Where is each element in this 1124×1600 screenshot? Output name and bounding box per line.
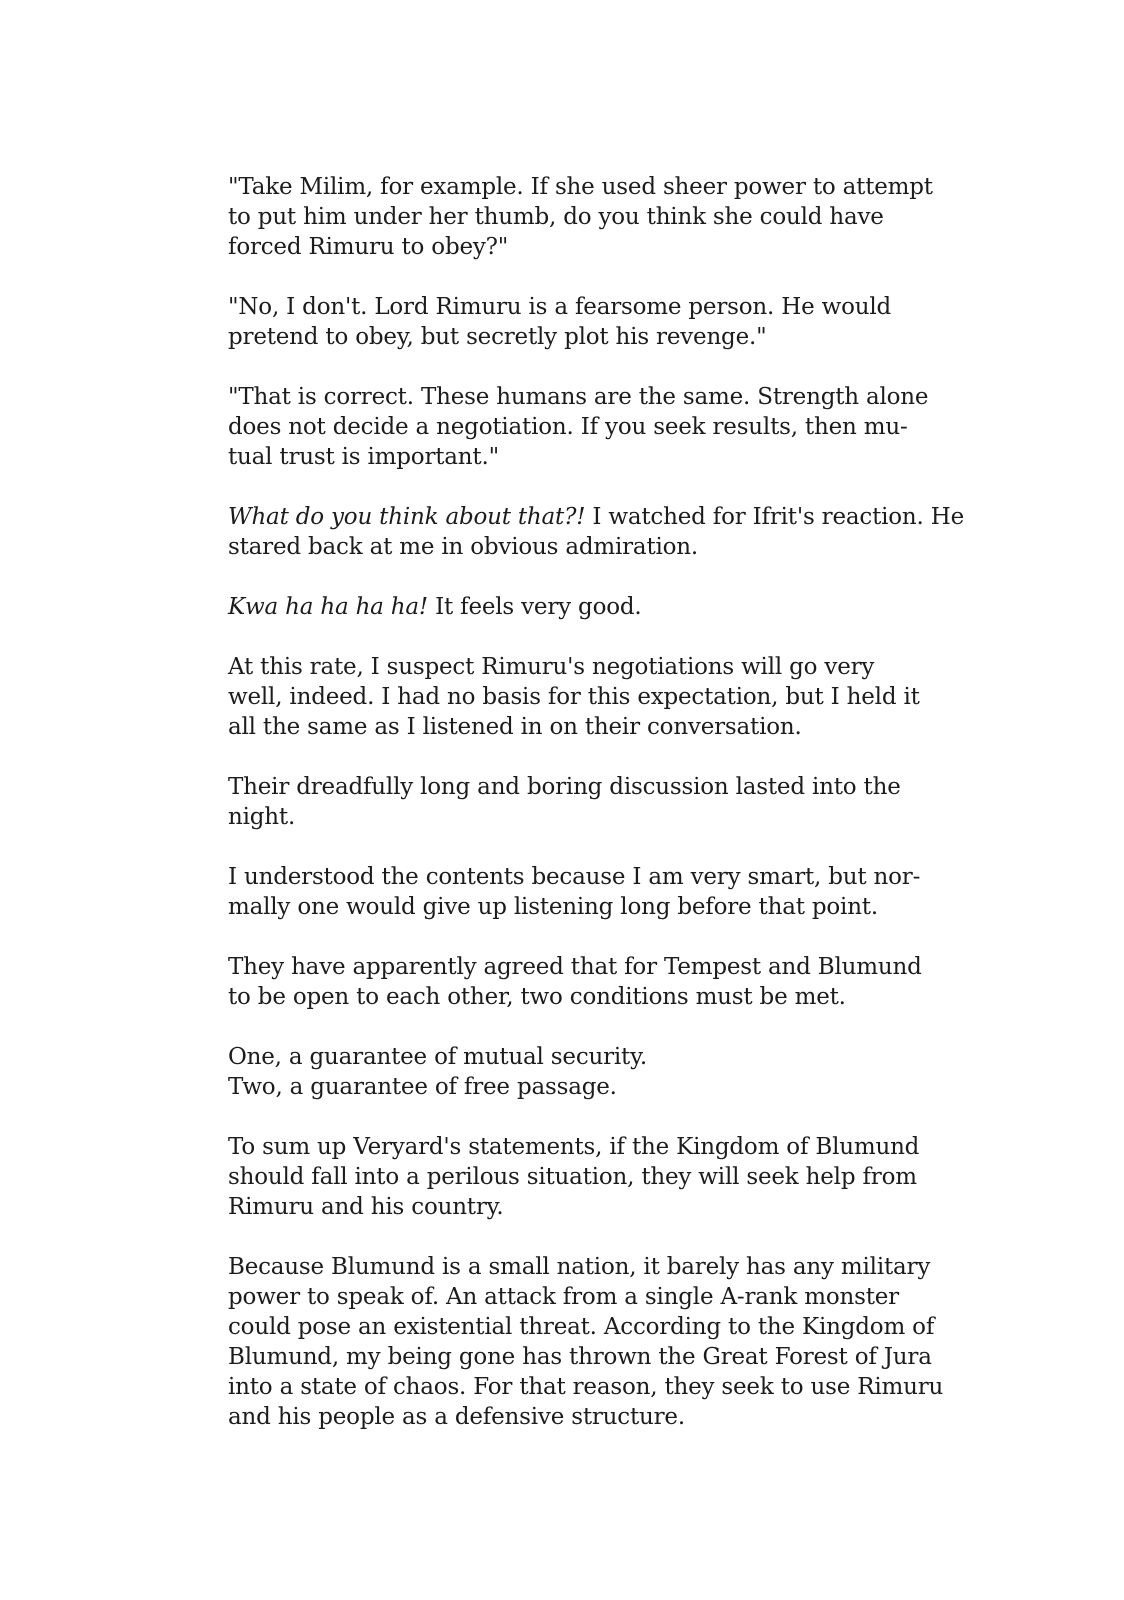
text-line: Blumund, my being gone has thrown the Great Forest of Jura [228,1344,932,1370]
paragraph-3 [228,382,929,472]
text-line: could pose an existential threat. According to the Kingdom of [228,1314,935,1340]
paragraph-7 [228,772,900,832]
book-page [228,172,965,1462]
text-run: It feels very good. [427,594,642,620]
paragraph-11 [228,1132,920,1222]
text-line: stared back at me in obvious admiration. [228,534,699,560]
text-line: does not decide a negotiation. If you seek results, then mu- [228,414,908,440]
text-line: At this rate, I suspect Rimuru's negotiations will go very [228,654,875,680]
text-line: into a state of chaos. For that reason, they seek to use Rimuru [228,1374,944,1400]
text-line: mally one would give up listening long before that point. [228,894,878,920]
paragraph-10 [228,1042,900,1102]
text-line: forced Rimuru to obey?" [228,234,509,260]
text-line: should fall into a perilous situation, they will seek help from [228,1164,917,1190]
text-line: well, indeed. I had no basis for this expectation, but I held it [228,684,920,710]
text-line [228,592,900,622]
text-line: to put him under her thumb, do you think she could have [228,204,884,230]
paragraph-6 [228,652,920,742]
text-line: pretend to obey, but secretly plot his revenge." [228,324,767,350]
text-line [228,502,965,532]
text-line: They have apparently agreed that for Tempest and Blumund [228,954,922,980]
paragraph-8 [228,862,921,922]
text-run: I watched for Ifrit's reaction. He [585,504,965,530]
text-line: Two, a guarantee of free passage. [228,1074,617,1100]
paragraph-9 [228,952,922,1012]
text-line: I understood the contents because I am very smart, but nor- [228,864,921,890]
italic-laugh: Kwa ha ha ha ha! [228,594,428,620]
paragraph-1 [228,172,933,262]
text-line: tual trust is important." [228,444,499,470]
paragraph-5 [228,592,900,622]
text-line: To sum up Veryard's statements, if the Kingdom of Blumund [228,1134,920,1160]
text-line: Rimuru and his country. [228,1194,504,1220]
text-line: "Take Milim, for example. If she used sheer power to attempt [228,174,933,200]
text-line: Their dreadfully long and boring discussion lasted into the [228,774,901,800]
italic-thought: What do you think about that?! [228,504,586,530]
text-line: "That is correct. These humans are the same. Strength alone [228,384,929,410]
text-line: night. [228,804,296,830]
text-line: One, a guarantee of mutual security. [228,1044,647,1070]
text-line: Because Blumund is a small nation, it barely has any military [228,1254,931,1280]
text-line: and his people as a defensive structure. [228,1404,685,1430]
text-line: all the same as I listened in on their conversation. [228,714,802,740]
paragraph-4 [228,502,965,562]
text-line: power to speak of. An attack from a single A-rank monster [228,1284,899,1310]
text-line: to be open to each other, two conditions must be met. [228,984,846,1010]
text-line: "No, I don't. Lord Rimuru is a fearsome person. He would [228,294,892,320]
paragraph-12 [228,1252,944,1432]
paragraph-2 [228,292,900,352]
